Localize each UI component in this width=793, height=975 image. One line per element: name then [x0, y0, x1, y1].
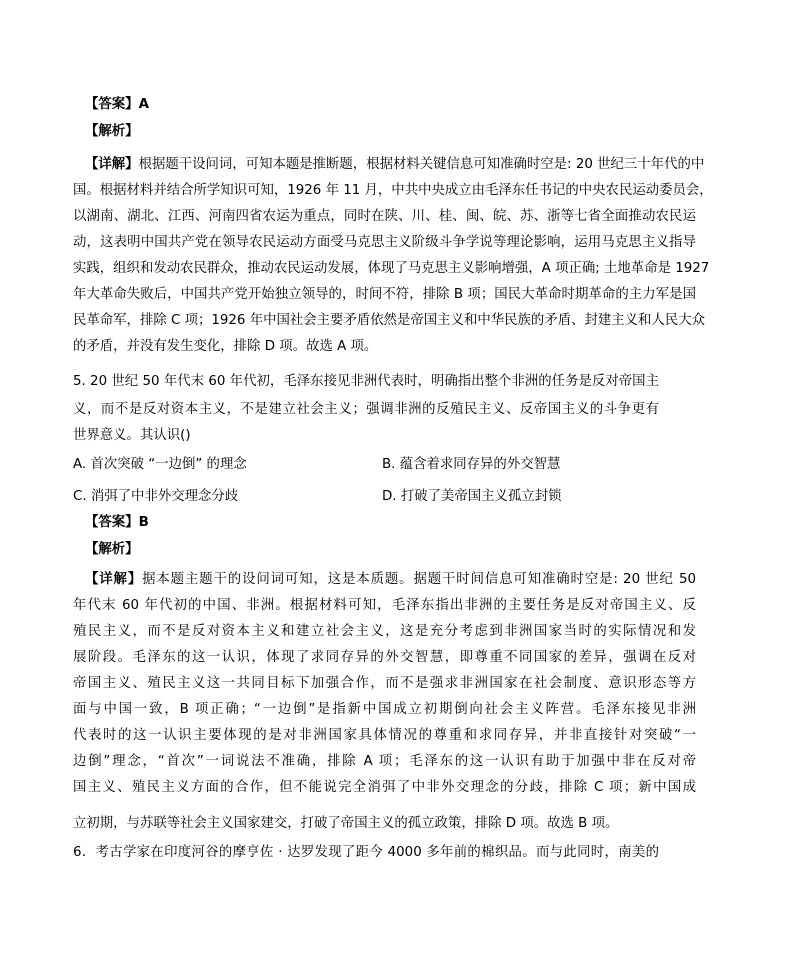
detail-tag: 【详解】	[85, 157, 139, 172]
detail-tag: 【详解】	[85, 572, 143, 587]
q6-stem-line-1: 6．考古学家在印度河谷的摩亨佐 · 达罗发现了距今 4000 多年前的棉织品。而与此同时，南美的	[73, 845, 659, 860]
answer-value: B	[138, 515, 149, 530]
q5-detail-line-3: 殖民主义，而不是反对资本主义和建立社会主义，这是充分考虑到非洲国家当时的实际情况和发	[73, 624, 696, 639]
q5-detail-line-10: 立初期，与苏联等社会主义国家建交，打破了帝国主义的孤立政策，排除 D 项。故选 B 项。	[73, 816, 619, 831]
q5-option-c: C. 消弭了中非外交理念分歧	[73, 489, 239, 504]
q4-detail-line-2: 国。根据材料并结合所学知识可知，1926 年 11 月，中共中央成立由毛泽东任书记的中央农民运动委员会，	[73, 183, 713, 198]
answer-tag: 【答案】	[85, 97, 139, 112]
q5-detail-line-4: 展阶段。毛泽东的这一认识，体现了求同存异的外交智慧，即尊重不同国家的差异，强调在反对	[73, 650, 696, 665]
q5-detail-line-9: 国主义、殖民主义方面的合作，但不能说完全消弭了中非外交理念的分歧，排除 C 项；新中国成	[73, 780, 696, 795]
q5-stem-line-3: 世界意义。其认识()	[73, 428, 191, 443]
q4-detail-line-4: 动，这表明中国共产党在领导农民运动方面受马克思主义阶级斗争学说等理论影响，运用马克思主义指导	[73, 235, 696, 250]
q5-stem-line-1: 5. 20 世纪 50 年代末 60 年代初，毛泽东接见非洲代表时，明确指出整个非洲的任务是反对帝国主	[73, 374, 659, 389]
q4-detail-line-6: 年大革命失败后，中国共产党开始独立领导的，时间不符，排除 B 项；国民大革命时期革命的主力军是国	[73, 287, 696, 302]
q5-detail-line-5: 帝国主义、殖民主义这一共同目标下加强合作，而不是强求非洲国家在社会制度、意识形态等方	[73, 676, 696, 691]
q5-option-b: B. 蕴含着求同存异的外交智慧	[382, 457, 561, 472]
q4-detail-line-3: 以湖南、湖北、江西、河南四省农运为重点，同时在陕、川、桂、闽、皖、苏、浙等七省全面推动农民运	[73, 209, 696, 224]
q5-option-d: D. 打破了美帝国主义孤立封锁	[382, 489, 562, 504]
answer-tag: 【答案】	[85, 515, 139, 530]
q5-detail-line-1: 【详解】据本题主题干的设问词可知，这是本质题。据题干时间信息可知准确时空是: 20 世纪 50	[85, 572, 696, 587]
q5-detail-line-8: 边倒”理念，“首次”一词说法不准确，排除 A 项；毛泽东的这一认识有助于加强中非在反对帝	[73, 754, 696, 769]
q5-detail-line-7: 代表时的这一认识主要体现的是对非洲国家具体情况的尊重和求同存异，并非直接针对突破“一	[73, 728, 696, 743]
q5-option-a: A. 首次突破 “一边倒” 的理念	[73, 457, 247, 472]
q4-detail-line-1: 【详解】根据题干设问词，可知本题是推断题，根据材料关键信息可知准确时空是: 20 世纪三十年代的中	[85, 157, 705, 172]
q5-analysis-tag: 【解析】	[85, 542, 139, 557]
q5-answer	[85, 514, 149, 532]
q4-detail-line-7: 民革命军，排除 C 项；1926 年中国社会主要矛盾依然是帝国主义和中华民族的矛盾、封建主义和人民大众	[73, 313, 705, 328]
q5-stem-line-2: 义，而不是反对资本主义，不是建立社会主义；强调非洲的反殖民主义、反帝国主义的斗争更有	[73, 402, 659, 417]
q5-detail-line-2: 年代末 60 年代初的中国、非洲。根据材料可知，毛泽东指出非洲的主要任务是反对帝国主义、反	[73, 598, 696, 613]
q4-analysis-tag: 【解析】	[85, 124, 139, 139]
q4-detail-line-5: 实践，组织和发动农民群众，推动农民运动发展，体现了马克思主义影响增强，A 项正确; 土地革命是 1927	[73, 261, 710, 276]
q4-answer	[85, 96, 149, 114]
answer-value: A	[138, 97, 149, 112]
q5-detail-line-6: 面与中国一致，B 项正确；“一边倒”是指新中国成立初期倒向社会主义阵营。毛泽东接见非洲	[73, 702, 696, 717]
q4-detail-line-8: 的矛盾，并没有发生变化，排除 D 项。故选 A 项。	[73, 339, 378, 354]
